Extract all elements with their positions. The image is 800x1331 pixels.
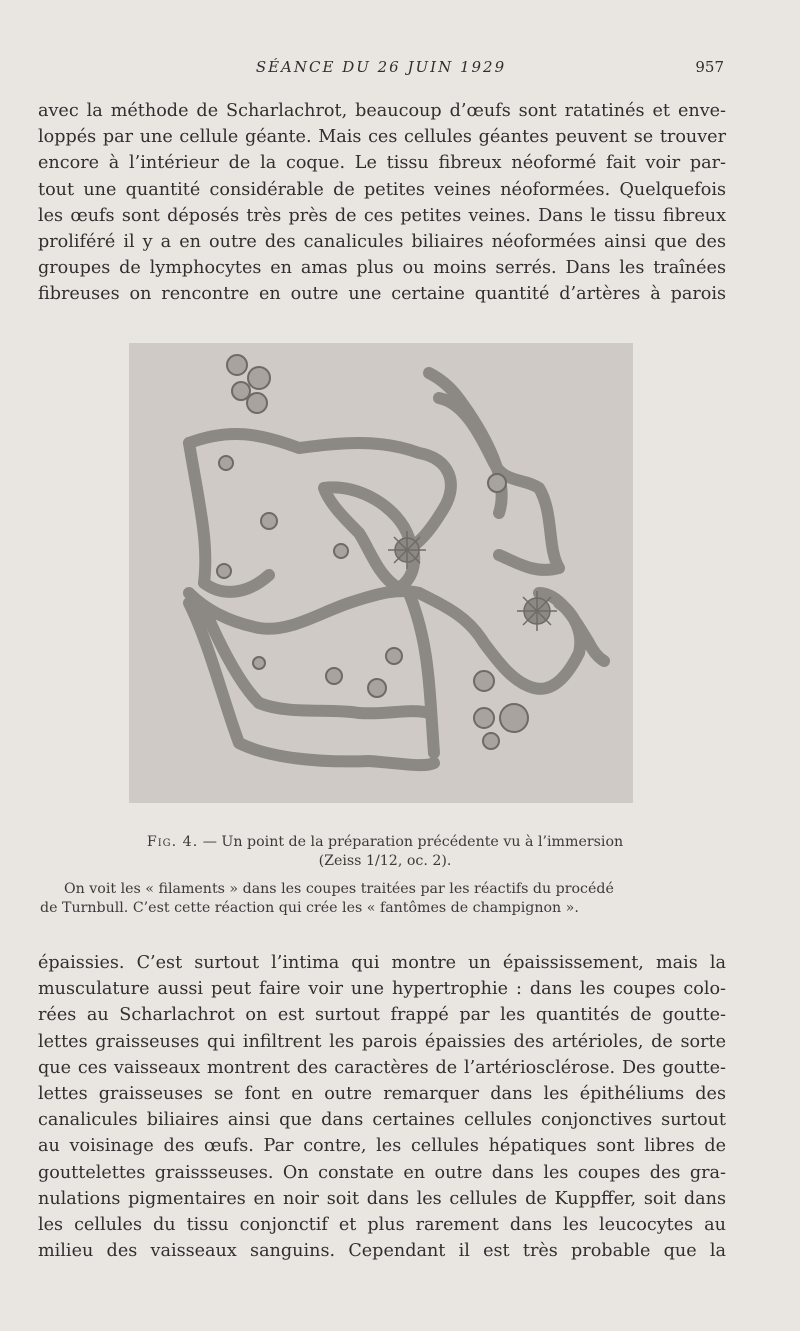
figure-label: Fig. 4.: [146, 834, 199, 850]
text-line: encore à l’intérieur de la coque. Le tissu fibreux néoformé fait voir par-: [38, 153, 726, 174]
egg-body: [488, 474, 506, 492]
strand: [189, 603, 434, 765]
text-line: que ces vaisseaux montrent des caractères de l’artériosclérose. Des goutte-: [38, 1057, 726, 1078]
note-line: On voit les « filaments » dans les coupes traitées par les réactifs du procédé: [64, 881, 614, 897]
text-line: tout une quantité considérable de petites veines néoformées. Quelquefois: [38, 179, 726, 200]
egg-body: [483, 733, 499, 749]
paragraph-bottom: [38, 950, 726, 1264]
text-line: fibreuses on rencontre en outre une certaine quantité d’artères à parois: [38, 284, 726, 305]
text-line: lettes graisseuses se font en outre remarquer dans les épithéliums des: [38, 1084, 726, 1105]
egg-body: [500, 704, 528, 732]
strand: [409, 593, 434, 753]
egg-body: [217, 564, 231, 578]
egg-body: [232, 382, 250, 400]
page-number: 957: [695, 58, 724, 76]
egg-body: [334, 544, 348, 558]
running-head: SÉANCE DU 26 JUIN 1929: [255, 58, 507, 76]
page-header: [38, 58, 724, 84]
text-line: proliféré il y a en outre des canalicules biliaires néoformées ainsi que des: [38, 232, 726, 253]
text-line: les cellules du tissu conjonctif et plus rarement dans les leucocytes au: [38, 1215, 726, 1236]
text-line: loppés par une cellule géante. Mais ces cellules géantes peuvent se trouver: [38, 127, 726, 148]
egg-body: [261, 513, 277, 529]
text-line: milieu des vaisseaux sanguins. Cependant il est très probable que la: [38, 1241, 726, 1262]
egg-body: [474, 708, 494, 728]
paragraph-top: [38, 98, 726, 308]
note-line: de Turnbull. C’est cette réaction qui crée les « fantômes de champignon ».: [40, 900, 579, 916]
egg-body: [248, 367, 270, 389]
text-line: épaissies. C’est surtout l’intima qui montre un épaississement, mais la: [38, 953, 726, 973]
strand: [419, 593, 580, 689]
egg-body: [386, 648, 402, 664]
text-line: musculature aussi peut faire voir une hypertrophie : dans les coupes colo-: [38, 979, 726, 1000]
strand: [324, 487, 414, 588]
text-line: canalicules biliaires ainsi que dans certaines cellules conjonctives surtout: [38, 1110, 726, 1131]
egg-body: [474, 671, 494, 691]
micrograph-drawing: [129, 343, 633, 803]
figure-micrograph: [129, 343, 633, 803]
text-line: lettes graisseuses qui infiltrent les parois épaissies des artérioles, de sorte: [38, 1031, 726, 1052]
text-line: les œufs sont déposés très près de ces petites veines. Dans le tissu fibreux: [38, 205, 726, 226]
text-line: nulations pigmentaires en noir soit dans les cellules de Kuppffer, soit dans: [38, 1188, 726, 1209]
egg-body: [247, 393, 267, 413]
caption-text: — Un point de la préparation précédente vu à l’immersion: [198, 834, 624, 850]
filament-strands: [189, 373, 604, 765]
figure-note: [40, 880, 730, 918]
fungal-ghost: [517, 591, 557, 631]
text-line: au voisinage des œufs. Par contre, les cellules hépatiques sont libres de: [38, 1136, 726, 1157]
egg-body: [368, 679, 386, 697]
egg-body: [219, 456, 233, 470]
egg-body: [227, 355, 247, 375]
text-line: rées au Scharlachrot on est surtout frappé par les quantités de goutte-: [38, 1005, 726, 1026]
figure-caption: [40, 833, 730, 871]
egg-body: [253, 657, 265, 669]
text-line: gouttelettes graissseuses. On constate en outre dans les coupes des gra-: [38, 1162, 726, 1183]
caption-text: (Zeiss 1/12, oc. 2).: [318, 853, 452, 869]
text-line: avec la méthode de Scharlachrot, beaucoup d’œufs sont ratatinés et enve-: [38, 101, 726, 121]
strand: [469, 413, 502, 513]
text-line: groupes de lymphocytes en amas plus ou moins serrés. Dans les traînées: [38, 258, 726, 279]
egg-body: [326, 668, 342, 684]
